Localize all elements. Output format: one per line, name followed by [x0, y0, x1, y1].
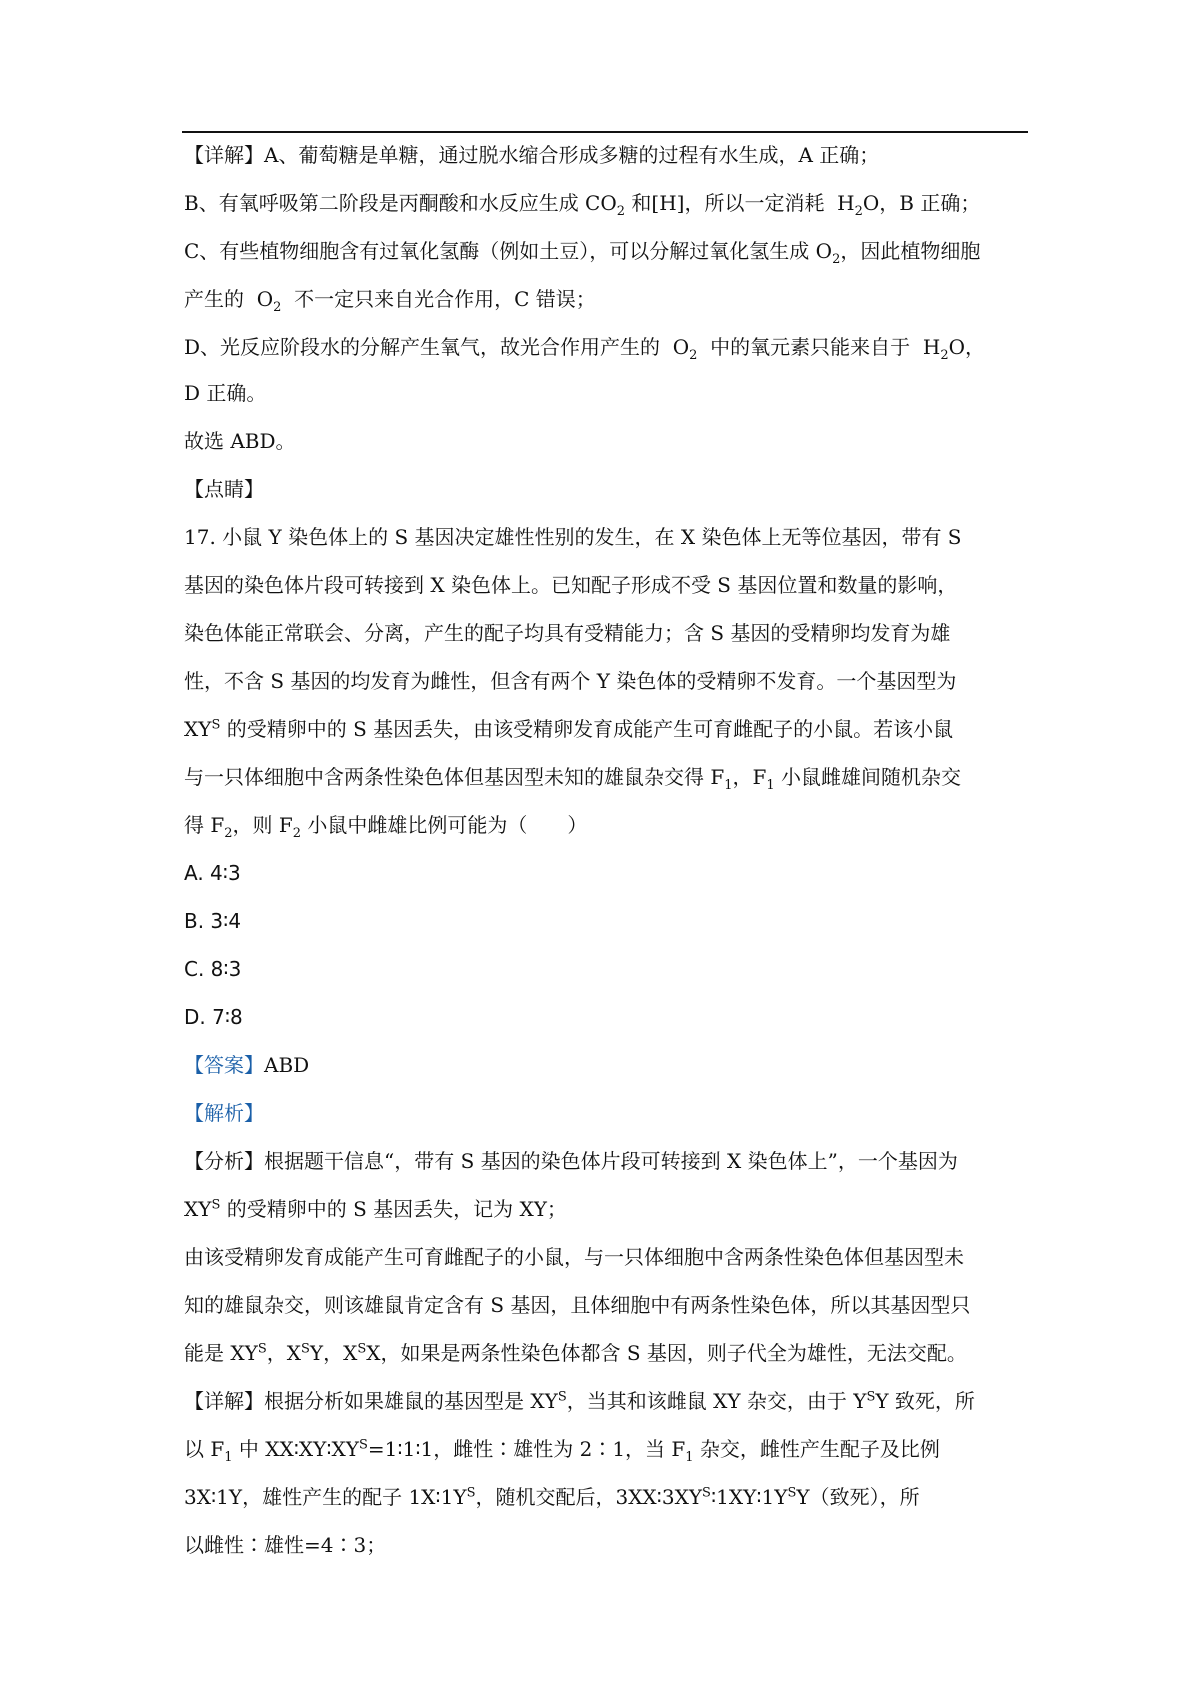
text-line: 以雌性∶雄性=4∶3； — [184, 1533, 387, 1557]
text-line: 产生的 $O_2$ 不一定只来自光合作用，C 错误； — [184, 287, 596, 315]
text-line: 性，不含 S 基因的均发育为雌性，但含有两个 Y 染色体的受精卵不发育。一个基因型为 — [184, 669, 957, 693]
text-line: 与一只体细胞中含两条性染色体但基因型未知的雄鼠杂交得 $F_1$，$F_1$ 小鼠雌雄间随机杂交 — [184, 765, 962, 793]
text-line: C. 8∶3 — [184, 957, 242, 981]
text-line: 【点睛】 — [184, 477, 264, 501]
text-line: 故选 ABD。 — [184, 429, 296, 453]
text-line: 【分析】根据题干信息“，带有 S 基因的染色体片段可转接到 X 染色体上”，一个基因为 — [184, 1149, 958, 1173]
text-line: 【答案】ABD — [184, 1053, 310, 1077]
text-line: 得 $F_2$，则 $F_2$ 小鼠中雌雄比例可能为（ ） — [184, 813, 588, 841]
text-line: 染色体能正常联会、分离，产生的配子均具有受精能力；含 S 基因的受精卵均发育为雄 — [184, 621, 951, 645]
text-line: D 正确。 — [184, 381, 267, 405]
text-line: 3X∶1Y，雄性产生的配子 $1X∶1Y^S$，随机交配后，$3XX∶3XY^S∶1XY∶1Y^SY$（致死），所 — [184, 1485, 920, 1509]
text-line: 能是 $XY^S$，$X^SY$，$X^SX$，如果是两条性染色体都含 S 基因，则子代全为雄性，无法交配。 — [184, 1341, 967, 1365]
text-line: C、有些植物细胞含有过氧化氢酶（例如土豆），可以分解过氧化氢生成 $O_2$，因此植物细胞 — [184, 239, 981, 267]
text-line: 由该受精卵发育成能产生可育雌配子的小鼠，与一只体细胞中含两条性染色体但基因型未 — [184, 1245, 964, 1269]
text-line: D. 7∶8 — [184, 1005, 243, 1029]
text-line: $XY^S$ 的受精卵中的 S 基因丢失，由该受精卵发育成能产生可育雌配子的小鼠。若该小鼠 — [184, 717, 954, 741]
top-divider — [182, 131, 1028, 133]
text-line: 【解析】 — [184, 1101, 264, 1125]
text-line: B. 3∶4 — [184, 909, 242, 933]
text-line: 知的雄鼠杂交，则该雄鼠肯定含有 S 基因，且体细胞中有两条性染色体，所以其基因型只 — [184, 1293, 971, 1317]
text-line: A. 4∶3 — [184, 861, 241, 885]
text-line: 【详解】A、葡萄糖是单糖，通过脱水缩合形成多糖的过程有水生成，A 正确； — [184, 143, 880, 167]
text-line: 以 $F_1$ 中 $XX∶XY∶XY^S=1∶1∶1$，雌性∶雄性为 2∶1，当 $F_1$ 杂交，雌性产生配子及比例 — [184, 1437, 940, 1465]
text-line: 基因的染色体片段可转接到 X 染色体上。已知配子形成不受 S 基因位置和数量的影响， — [184, 573, 958, 597]
text-line: 17. 小鼠 Y 染色体上的 S 基因决定雄性性别的发生，在 X 染色体上无等位基因，带有 S — [184, 525, 962, 549]
text-line: $XY^S$ 的受精卵中的 S 基因丢失，记为 XY； — [184, 1197, 567, 1221]
text-line: B、有氧呼吸第二阶段是丙酮酸和水反应生成 $CO_2$ 和[H]，所以一定消耗 $H_2O$，B 正确； — [184, 191, 981, 219]
text-line: 【详解】根据分析如果雄鼠的基因型是 $XY^S$，当其和该雌鼠 XY 杂交，由于 $Y^SY$ 致死，所 — [184, 1389, 975, 1413]
text-line: D、光反应阶段水的分解产生氧气，故光合作用产生的 $O_2$ 中的氧元素只能来自于 $H_2O$， — [184, 335, 985, 363]
